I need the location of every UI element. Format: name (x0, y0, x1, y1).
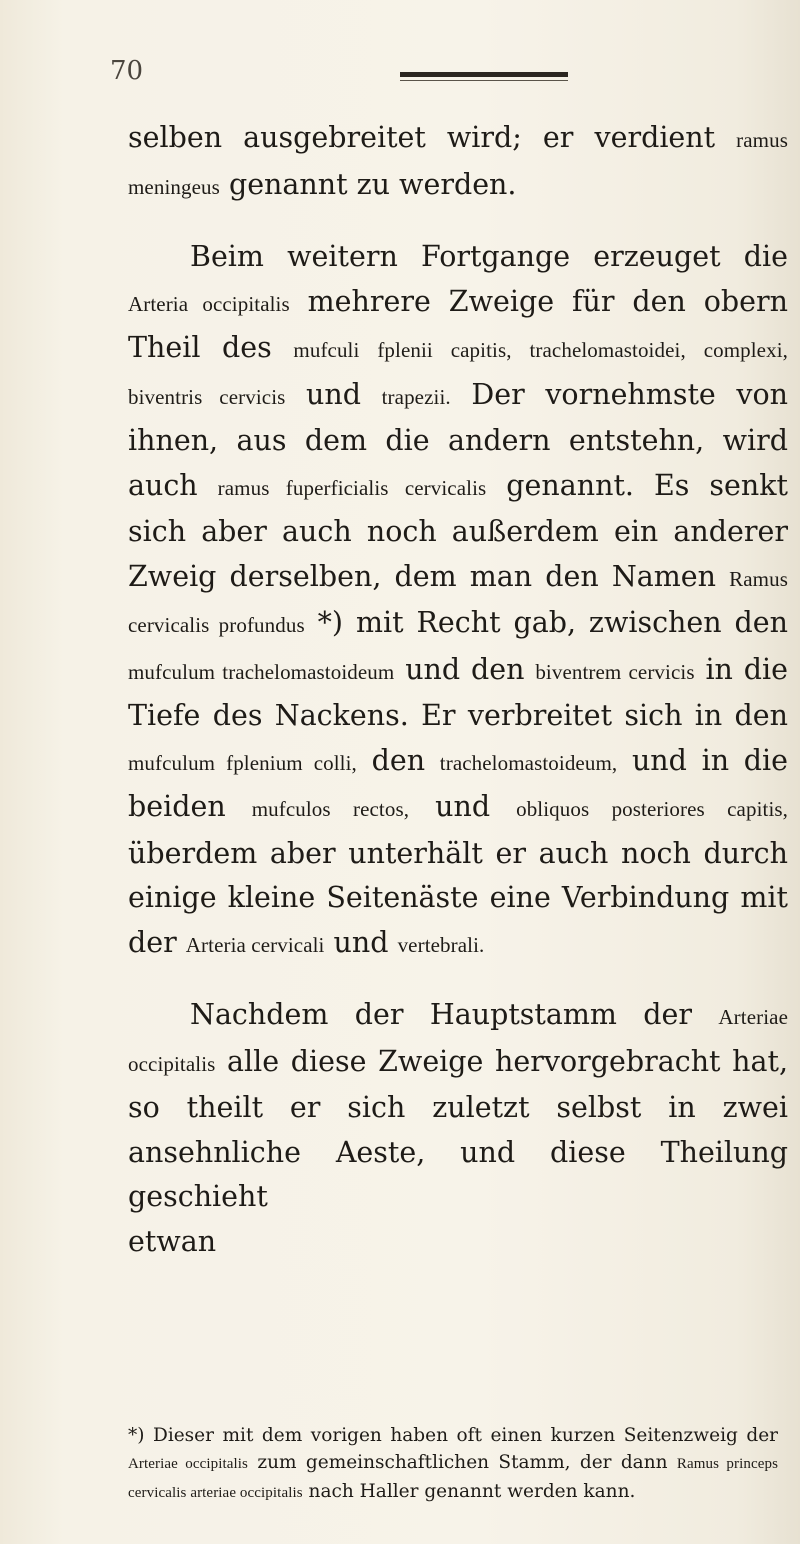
text-run: und in die beiden (128, 743, 789, 823)
latin-term: trapezii. (381, 384, 451, 409)
text-run: genannt. Es senkt sich aber auch noch außerdem ein anderer Zweig derselben, dem man den Namen (128, 468, 788, 593)
text-run: überdem aber unterhält er auch noch durch einige kleine Seitenäste eine Verbindung mit der (128, 836, 788, 959)
text-run: zum gemeinschaftlichen Stamm, der dann (248, 1452, 677, 1473)
text-run: und den (394, 652, 536, 686)
text-run: nach Haller genannt werden kann. (302, 1481, 636, 1502)
text-run: genannt zu werden. (219, 167, 517, 201)
latin-term: biventrem cervicis (535, 659, 695, 684)
text-run: und (285, 377, 382, 411)
latin-term: Arteriae occipitalis (128, 1456, 248, 1472)
latin-term: mufculi fplenii capitis, trachelomastoidei, complexi, biventris cervicis (128, 338, 788, 409)
latin-term: vertebrali. (397, 932, 485, 957)
text-run: *) mit Recht gab, zwischen den (304, 606, 788, 639)
header-rule-thick (400, 72, 568, 77)
latin-term: trachelomastoideum, (439, 750, 618, 775)
text-run: und (409, 790, 517, 823)
latin-term: Ramus princeps cervicalis arteriae occipitalis (128, 1456, 779, 1501)
body-text (128, 116, 788, 1264)
latin-term: Ramus cervicalis profundus (128, 566, 788, 637)
latin-term: mufculos rectos, (251, 797, 410, 821)
text-run: in die Tiefe des Nackens. Er verbreitet sich in den (128, 652, 788, 732)
text-run: selben ausgebreitet wird; er verdient (128, 121, 737, 154)
text-run: und (324, 925, 398, 959)
text-run: Nachdem der Hauptstamm der (190, 998, 719, 1031)
page-number: 70 (110, 56, 144, 86)
footnote (128, 1422, 778, 1507)
text-run: alle diese Zweige hervorgebracht hat, so theilt er sich zuletzt selbst in zwei ansehnliche Aeste, und diese Theilung geschieht (128, 1044, 788, 1213)
text-run: Der vornehmste von ihnen, aus dem die andern entstehn, wird auch (128, 377, 788, 502)
text-run: den (356, 743, 440, 777)
header-rule-thin (400, 80, 568, 81)
text-run: *) Dieser mit dem vorigen haben oft einen kurzen Seitenzweig der (128, 1425, 778, 1446)
text-run: Beim weitern Fortgange erzeuget die (190, 240, 788, 273)
latin-term: ramus fuperficialis cervicalis (217, 475, 487, 500)
paragraph-continuation (128, 116, 788, 209)
latin-term: mufculum trachelomastoideum (128, 659, 395, 684)
catchword: etwan (128, 1224, 217, 1258)
text-run: mehrere Zweige für den obern Theil des (128, 284, 788, 364)
latin-term: Arteriae occipitalis (128, 1005, 788, 1076)
latin-term: obliquos posteriores capitis, (516, 797, 788, 821)
paragraph-main-trunk-division (128, 993, 788, 1220)
footnote-rule (128, 1418, 788, 1419)
paragraph-arteria-occipitalis-branches (128, 235, 788, 967)
latin-term: Arteria occipitalis (128, 291, 290, 316)
latin-term: Arteria cervicali (185, 932, 325, 957)
latin-term: mufculum fplenium colli, (128, 750, 357, 775)
header-rule (400, 72, 568, 84)
latin-term: ramus meningeus (128, 128, 788, 199)
